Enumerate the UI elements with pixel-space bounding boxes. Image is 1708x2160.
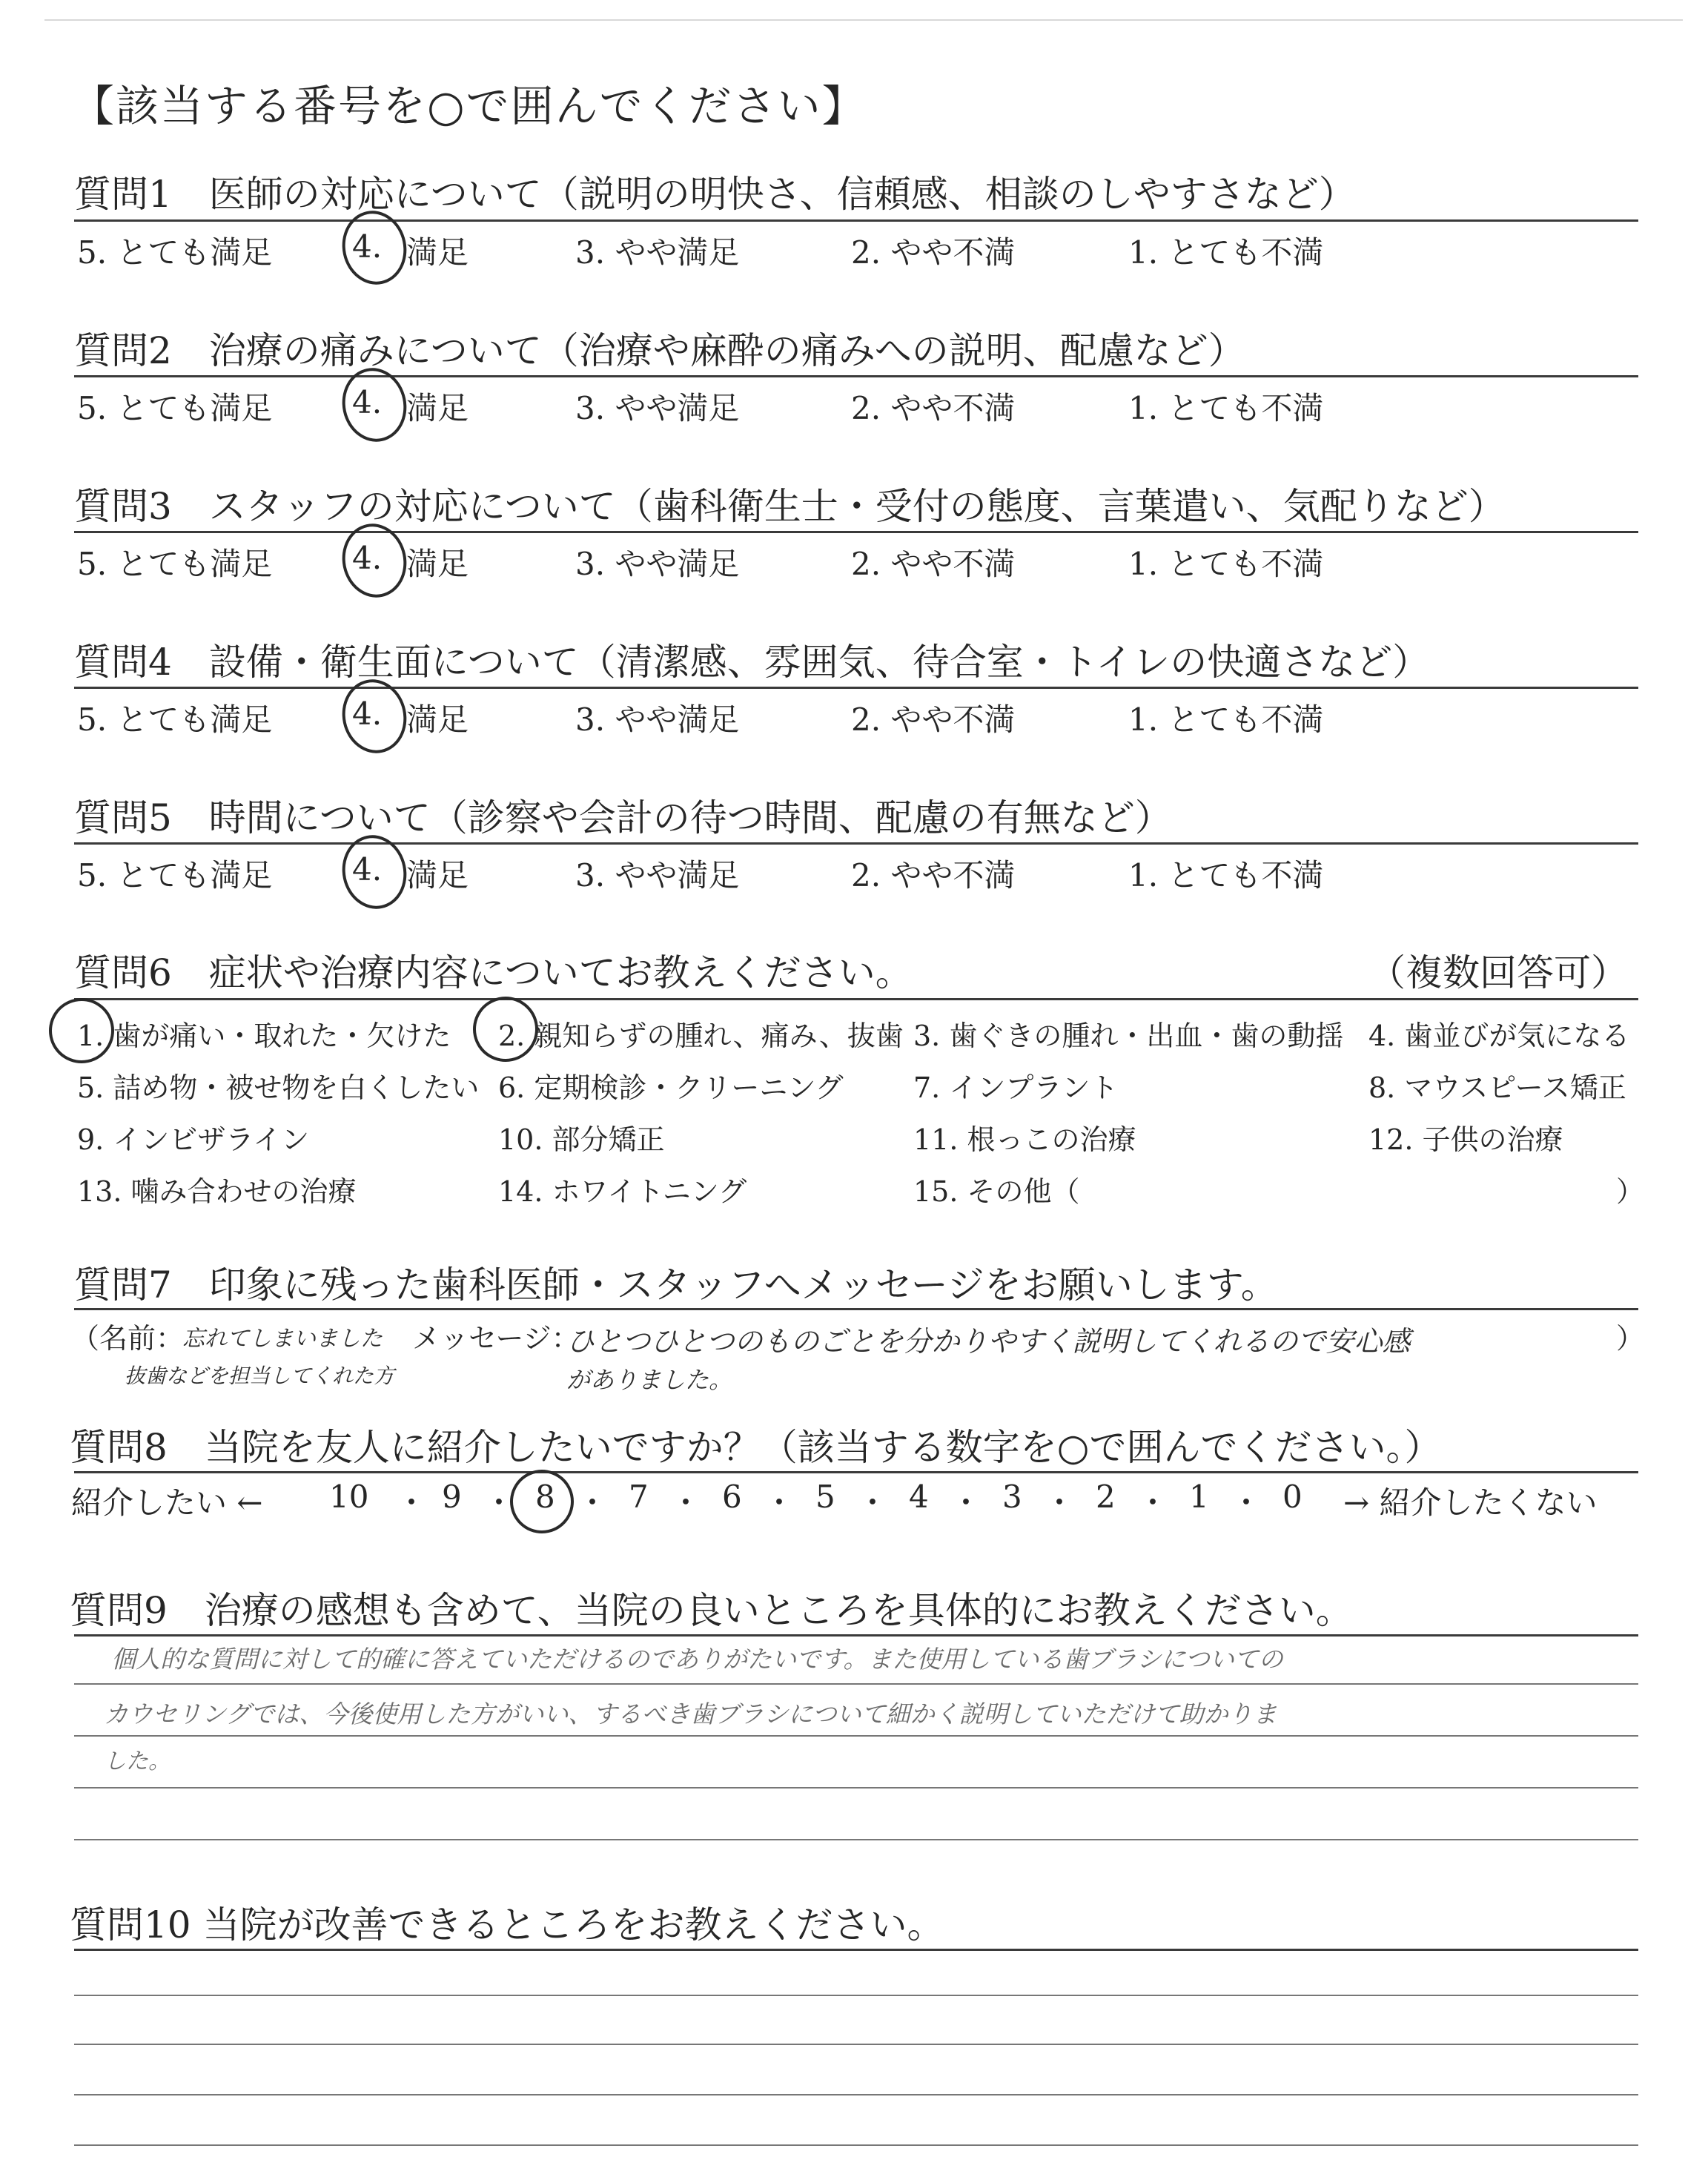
question-9-rule (74, 1634, 1638, 1636)
q8-number-8[interactable]: 8 (535, 1479, 555, 1515)
q7-name-value[interactable]: 忘れてしまいました (182, 1326, 383, 1352)
question-3-rule (74, 531, 1638, 533)
q9-answer-line-2[interactable]: カウセリングでは、今後使用した方がいい、するべき歯ブラシについて細かく説明していただけて助かりま (104, 1700, 1277, 1728)
q8-separator: ・ (396, 1484, 428, 1521)
q9-line-4 (74, 1787, 1638, 1789)
q4-option-2[interactable]: 2. やや不満 (851, 701, 1016, 738)
q2-option-3[interactable]: 3. やや満足 (575, 390, 740, 426)
q3-option-4-label[interactable]: 満足 (406, 546, 469, 582)
q8-number-5[interactable]: 5 (815, 1479, 835, 1515)
q7-message-label: メッセージ： (412, 1322, 580, 1355)
q6-option-10[interactable]: 10. 部分矯正 (498, 1123, 665, 1156)
q8-number-6[interactable]: 6 (722, 1479, 742, 1515)
q10-line-4 (74, 2094, 1638, 2095)
question-7-title: 質問7 印象に残った歯科医師・スタッフへメッセージをお願いします。 (74, 1264, 1278, 1307)
question-7-rule (74, 1308, 1638, 1310)
q8-separator: ・ (950, 1484, 982, 1521)
q8-separator: ・ (857, 1484, 889, 1521)
q2-option-1[interactable]: 1. とても不満 (1128, 390, 1324, 426)
q6-option-11[interactable]: 11. 根っこの治療 (913, 1123, 1136, 1156)
question-6-note: （複数回答可） (1368, 951, 1628, 994)
q1-option-2[interactable]: 2. やや不満 (851, 234, 1016, 271)
q10-line-2 (74, 1995, 1638, 1996)
q5-option-4-label[interactable]: 満足 (406, 857, 469, 894)
q7-name-note: 抜歯などを担当してくれた方 (125, 1364, 395, 1388)
q3-option-2[interactable]: 2. やや不満 (851, 546, 1016, 582)
q5-option-3[interactable]: 3. やや満足 (575, 857, 740, 894)
q8-separator: ・ (1231, 1484, 1262, 1521)
q5-option-5[interactable]: 5. とても満足 (77, 857, 273, 894)
question-6-rule (74, 998, 1638, 1000)
q9-line-2 (74, 1683, 1638, 1685)
q2-option-4-num[interactable]: 4. (352, 384, 383, 420)
q6-option-12[interactable]: 12. 子供の治療 (1368, 1123, 1563, 1156)
q9-line-3 (74, 1735, 1638, 1737)
q1-option-4-num[interactable]: 4. (352, 228, 383, 265)
q9-answer-line-3[interactable]: した。 (104, 1748, 171, 1774)
q5-option-2[interactable]: 2. やや不満 (851, 857, 1016, 894)
question-4-rule (74, 687, 1638, 689)
q1-option-5[interactable]: 5. とても満足 (77, 234, 273, 271)
q4-option-3[interactable]: 3. やや満足 (575, 701, 740, 738)
q7-message-line-1[interactable]: ひとつひとつのものごとを分かりやすく説明してくれるので安心感 (566, 1325, 1411, 1358)
q1-option-4-label[interactable]: 満足 (406, 234, 469, 271)
q6-option-1-circle (43, 992, 120, 1069)
question-10-title: 質問10 当院が改善できるところをお教えください。 (70, 1903, 944, 1946)
q6-option-3[interactable]: 3. 歯ぐきの腫れ・出血・歯の動揺 (913, 1020, 1344, 1052)
q8-separator: ・ (483, 1484, 515, 1521)
q6-option-2-circle (467, 991, 544, 1068)
question-8-rule (74, 1471, 1638, 1473)
q6-option-7[interactable]: 7. インプラント (913, 1071, 1119, 1104)
q3-option-4-num[interactable]: 4. (352, 540, 383, 576)
question-2-rule (74, 375, 1638, 377)
q6-option-15-close: ） (1616, 1175, 1645, 1208)
question-4-title: 質問4 設備・衛生面について（清潔感、雰囲気、待合室・トイレの快適さなど） (74, 641, 1430, 684)
q8-separator: ・ (577, 1484, 609, 1521)
q10-line-3 (74, 2044, 1638, 2045)
q3-option-3[interactable]: 3. やや満足 (575, 546, 740, 582)
q6-option-4[interactable]: 4. 歯並びが気になる (1368, 1020, 1630, 1052)
q8-number-10[interactable]: 10 (329, 1479, 369, 1515)
q8-selection-circle (504, 1464, 580, 1539)
q7-close-paren: ） (1616, 1322, 1645, 1355)
question-2-title: 質問2 治療の痛みについて（治療や麻酔の痛みへの説明、配慮など） (74, 329, 1245, 372)
q5-option-4-num[interactable]: 4. (352, 851, 383, 888)
q4-option-1[interactable]: 1. とても不満 (1128, 701, 1324, 738)
question-10-rule (74, 1949, 1638, 1951)
q8-number-2[interactable]: 2 (1096, 1479, 1116, 1515)
q8-number-9[interactable]: 9 (442, 1479, 462, 1515)
q4-option-4-label[interactable]: 満足 (406, 701, 469, 738)
q8-scale-left-label: 紹介したい ← (71, 1484, 263, 1521)
top-border (44, 19, 1683, 21)
q6-option-1[interactable]: 1. 歯が痛い・取れた・欠けた (77, 1020, 451, 1052)
q6-option-5[interactable]: 5. 詰め物・被せ物を白くしたい (77, 1071, 480, 1104)
q1-option-1[interactable]: 1. とても不満 (1128, 234, 1324, 271)
q7-message-line-2[interactable]: がありました。 (566, 1366, 733, 1394)
q3-option-5[interactable]: 5. とても満足 (77, 546, 273, 582)
q8-separator: ・ (764, 1484, 795, 1521)
question-1-rule (74, 219, 1638, 222)
question-3-title: 質問3 スタッフの対応について（歯科衛生士・受付の態度、言葉遣い、気配りなど） (74, 485, 1506, 528)
q6-option-13[interactable]: 13. 噛み合わせの治療 (77, 1175, 357, 1208)
q4-option-5[interactable]: 5. とても満足 (77, 701, 273, 738)
question-6-title: 質問6 症状や治療内容についてお教えください。 (74, 951, 913, 994)
q6-option-8[interactable]: 8. マウスピース矯正 (1368, 1071, 1626, 1104)
question-5-title: 質問5 時間について（診察や会計の待つ時間、配慮の有無など） (74, 796, 1172, 839)
q8-separator: ・ (1044, 1484, 1076, 1521)
q8-number-3[interactable]: 3 (1002, 1479, 1022, 1515)
q8-separator: ・ (1137, 1484, 1169, 1521)
q5-option-1[interactable]: 1. とても不満 (1128, 857, 1324, 894)
q6-option-2[interactable]: 2. 親知らずの腫れ、痛み、抜歯 (498, 1020, 904, 1052)
q8-number-0[interactable]: 0 (1282, 1479, 1302, 1515)
page-header: 【該当する番号を○で囲んでください】 (71, 81, 867, 131)
q2-option-2[interactable]: 2. やや不満 (851, 390, 1016, 426)
question-9-title: 質問9 治療の感想も含めて、当院の良いところを具体的にお教えください。 (70, 1589, 1353, 1632)
q8-separator: ・ (670, 1484, 702, 1521)
q4-option-4-num[interactable]: 4. (352, 696, 383, 732)
q2-option-4-label[interactable]: 満足 (406, 390, 469, 426)
question-8-title: 質問8 当院を友人に紹介したいですか？（該当する数字を○で囲んでください。） (70, 1426, 1442, 1469)
q3-option-1[interactable]: 1. とても不満 (1128, 546, 1324, 582)
q10-line-5 (74, 2144, 1638, 2146)
question-5-rule (74, 842, 1638, 845)
q6-option-9[interactable]: 9. インビザライン (77, 1123, 310, 1156)
question-1-title: 質問1 医師の対応について（説明の明快さ、信頼感、相談のしやすさなど） (74, 173, 1356, 216)
q6-option-6[interactable]: 6. 定期検診・クリーニング (498, 1071, 844, 1104)
q7-name-label: （名前： (71, 1322, 185, 1355)
q2-option-5[interactable]: 5. とても満足 (77, 390, 273, 426)
q6-option-15[interactable]: 15. その他（ (913, 1175, 1080, 1208)
q9-answer-line-1[interactable]: 個人的な質問に対して的確に答えていただけるのでありがたいです。また使用している歯ブラシについての (111, 1645, 1283, 1674)
q9-line-5 (74, 1839, 1638, 1840)
q8-number-7[interactable]: 7 (629, 1479, 649, 1515)
q8-scale-right-label: → 紹介したくない (1343, 1484, 1598, 1521)
q8-number-1[interactable]: 1 (1189, 1479, 1209, 1515)
q6-option-14[interactable]: 14. ホワイトニング (498, 1175, 747, 1208)
q1-option-3[interactable]: 3. やや満足 (575, 234, 740, 271)
q8-number-4[interactable]: 4 (909, 1479, 929, 1515)
